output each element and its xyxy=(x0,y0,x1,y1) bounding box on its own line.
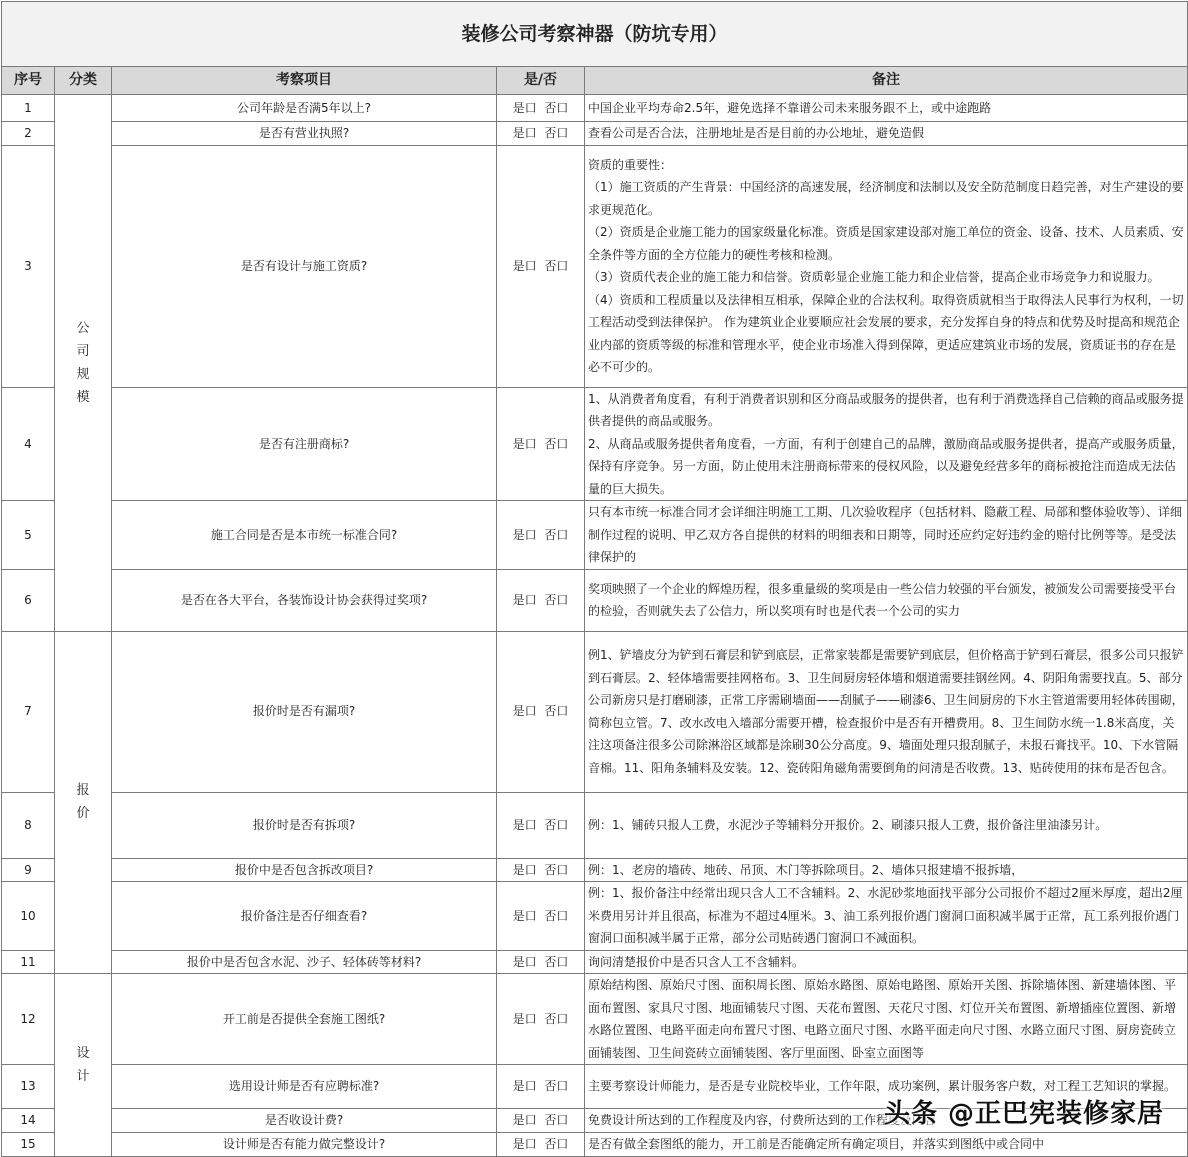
note-line: 主要考察设计师能力，是否是专业院校毕业，工作年限，成功案例，累计服务客户数，对工程工艺知识的掌握。 xyxy=(588,1079,1177,1094)
row-index: 13 xyxy=(2,1065,55,1109)
no-checkbox[interactable]: 否口 xyxy=(544,1136,569,1151)
inspection-item: 是否有设计与施工资质? xyxy=(112,145,497,387)
yes-checkbox[interactable]: 是口 xyxy=(512,1136,537,1151)
row-index: 11 xyxy=(2,950,55,974)
note-cell xyxy=(585,145,1188,387)
note-line: 原始结构图、原始尺寸图、面积周长图、原始水路图、原始电路图、原始开关图、拆除墙体图、新建墙体图、平面布置图、家具尺寸图、地面铺装尺寸图、天花布置图、天花尺寸图、灯位开关布置图、新增插座位置图、新增水路位置图、电路平面走向布置尺寸图、电路立面尺寸图、水路平面走向尺寸图、水路立面尺寸图、厨房瓷砖立面铺装图、卫生间瓷砖立面铺装图、客厅里面图、卧室立面图等 xyxy=(588,978,1177,1060)
table-row xyxy=(2,1132,1188,1156)
yes-no-cell xyxy=(497,974,585,1065)
note-line: 是否有做全套图纸的能力，开工前是否能确定所有确定项目，并落实到图纸中或合同中 xyxy=(588,1136,1045,1151)
no-checkbox[interactable]: 否口 xyxy=(544,704,569,719)
note-line: 例：1、老房的墙砖、地砖、吊顶、木门等拆除项目。2、墙体只报建墙不报拆墙， xyxy=(588,862,1024,877)
note-cell xyxy=(585,974,1188,1065)
yes-checkbox[interactable]: 是口 xyxy=(512,704,537,719)
inspection-item: 施工合同是否是本市统一标准合同? xyxy=(112,501,497,570)
yes-checkbox[interactable]: 是口 xyxy=(512,126,537,140)
yes-checkbox[interactable]: 是口 xyxy=(512,817,537,832)
yes-no-cell xyxy=(497,950,585,974)
no-checkbox[interactable]: 否口 xyxy=(544,1113,569,1127)
no-checkbox[interactable]: 否口 xyxy=(544,862,569,877)
note-line: 例：1、铺砖只报人工费，水泥沙子等辅料分开报价。2、刷漆只报人工费，报价备注里油漆另计。 xyxy=(588,817,1108,832)
note-cell xyxy=(585,95,1188,122)
yes-no-cell xyxy=(497,1109,585,1133)
yes-checkbox[interactable]: 是口 xyxy=(512,1011,537,1026)
no-checkbox[interactable]: 否口 xyxy=(544,258,569,273)
yes-checkbox[interactable]: 是口 xyxy=(512,258,537,273)
category-char: 模 xyxy=(76,389,90,405)
yes-no-cell xyxy=(497,882,585,951)
no-checkbox[interactable]: 否口 xyxy=(544,100,569,115)
table-row xyxy=(2,631,1188,792)
table-row xyxy=(2,858,1188,882)
note-cell xyxy=(585,950,1188,974)
note-line: 例1、铲墙皮分为铲到石膏层和铲到底层，正常家装都是需要铲到底层，但价格高于铲到石膏层，很多公司只报铲到石膏层。2、轻体墙需要挂网格布。3、卫生间厨房轻体墙和烟道需要挂钢丝网。4、阴阳角需要找直。5、部分公司新房只是打磨刷漆，正常工序需刷墙面——刮腻子——刷漆6、卫生间厨房的下水主管道需要用轻体砖围砌，简称包立管。7、改水改电入墙部分需要开槽，检查报价中是否有开槽费用。8、卫生间防水统一1.8米高度，关注这项备注很多公司除淋浴区域都是涂刷30公分高度。9、墙面处理只报刮腻子，未报石膏找平。10、下水管隔音棉。11、阳角条辅料及安装。12、瓷砖阳角磁角需要倒角的问清是否收费。13、贴砖使用的抹布是否包含。 xyxy=(588,648,1184,775)
no-checkbox[interactable]: 否口 xyxy=(544,436,569,451)
title-row xyxy=(2,2,1188,67)
note-cell xyxy=(585,501,1188,570)
note-cell xyxy=(585,882,1188,951)
yes-checkbox[interactable]: 是口 xyxy=(512,954,537,969)
note-cell xyxy=(585,858,1188,882)
yes-no-cell xyxy=(497,122,585,146)
yes-checkbox[interactable]: 是口 xyxy=(512,436,537,451)
inspection-item: 是否在各大平台，各装饰设计协会获得过奖项? xyxy=(112,569,497,631)
category-char: 司 xyxy=(76,343,90,359)
yes-no-cell xyxy=(497,631,585,792)
no-checkbox[interactable]: 否口 xyxy=(544,592,569,607)
row-index: 4 xyxy=(2,387,55,501)
category-char: 规 xyxy=(76,366,90,382)
inspection-table xyxy=(1,1,1188,1157)
inspection-item: 报价中是否包含拆改项目? xyxy=(112,858,497,882)
no-checkbox[interactable]: 否口 xyxy=(544,126,569,140)
inspection-item: 选用设计师是否有应聘标准? xyxy=(112,1065,497,1109)
no-checkbox[interactable]: 否口 xyxy=(544,954,569,969)
inspection-item: 开工前是否提供全套施工图纸? xyxy=(112,974,497,1065)
note-line: 免费设计所达到的工作程度及内容，付费所达到的工作程度及内容 xyxy=(588,1113,937,1127)
row-index: 5 xyxy=(2,501,55,570)
row-index: 3 xyxy=(2,145,55,387)
header-item: 考察项目 xyxy=(112,67,497,95)
note-line: 中国企业平均寿命2.5年，避免选择不靠谱公司未来服务跟不上，或中途跑路 xyxy=(588,100,992,115)
header-index: 序号 xyxy=(2,67,55,95)
row-index: 8 xyxy=(2,792,55,858)
table-row xyxy=(2,950,1188,974)
inspection-item: 是否有注册商标? xyxy=(112,387,497,501)
yes-no-cell xyxy=(497,792,585,858)
row-index: 7 xyxy=(2,631,55,792)
yes-no-cell xyxy=(497,95,585,122)
row-index: 2 xyxy=(2,122,55,146)
note-line: 只有本市统一标准合同才会详细注明施工工期、几次验收程序（包括材料、隐蔽工程、局部和整体验收等）、详细制作过程的说明、甲乙双方各自提供的材料的明细表和日期等，同时还应约定好违约金的赔付比例等等。是受法律保护的 xyxy=(588,505,1183,564)
note-line: （3）资质代表企业的施工能力和信誉。资质彰显企业施工能力和企业信誉，提高企业市场竞争力和说服力。 xyxy=(588,270,1160,284)
no-checkbox[interactable]: 否口 xyxy=(544,1079,569,1094)
row-index: 15 xyxy=(2,1132,55,1156)
row-index: 9 xyxy=(2,858,55,882)
note-line: 1、从消费者角度看，有利于消费者识别和区分商品或服务的提供者，也有利于消费选择自己信赖的商品或服务提供者提供的商品或服务。 xyxy=(588,391,1184,428)
table-row xyxy=(2,882,1188,951)
category-char: 报 xyxy=(76,783,90,799)
inspection-item: 是否有营业执照? xyxy=(112,122,497,146)
no-checkbox[interactable]: 否口 xyxy=(544,908,569,923)
yes-checkbox[interactable]: 是口 xyxy=(512,1113,537,1127)
table-row xyxy=(2,501,1188,570)
yes-no-cell xyxy=(497,501,585,570)
header-row xyxy=(2,67,1188,95)
header-note: 备注 xyxy=(585,67,1188,95)
row-index: 6 xyxy=(2,569,55,631)
inspection-item: 报价中是否包含水泥、沙子、轻体砖等材料? xyxy=(112,950,497,974)
yes-no-cell xyxy=(497,387,585,501)
note-line: 询问清楚报价中是否只含人工不含辅料。 xyxy=(588,954,805,969)
header-category: 分类 xyxy=(55,67,112,95)
row-index: 12 xyxy=(2,974,55,1065)
yes-checkbox[interactable]: 是口 xyxy=(512,862,537,877)
no-checkbox[interactable]: 否口 xyxy=(544,527,569,542)
note-cell xyxy=(585,792,1188,858)
category-cell xyxy=(55,974,112,1157)
category-cell xyxy=(55,95,112,632)
note-line: 资质的重要性： xyxy=(588,157,673,172)
note-line: （4）资质和工程质量以及法律相互相承，保障企业的合法权利。取得资质就相当于取得法人民事行为权利，一切工程活动受到法律保护。 作为建筑业企业要顺应社会发展的要求，充分发挥自身的特点和优势及时提高和规范企业内部的资质等级的标准和管理水平，使企业市场准入得到保障，更适应建筑业市场的发展，资质证书的存在是必不可少的。 xyxy=(588,292,1184,374)
row-index: 10 xyxy=(2,882,55,951)
no-checkbox[interactable]: 否口 xyxy=(544,1011,569,1026)
inspection-item: 是否收设计费? xyxy=(112,1109,497,1133)
inspection-item: 报价时是否有拆项? xyxy=(112,792,497,858)
table-row xyxy=(2,122,1188,146)
watermark: 头条 @正巴宪装修家居 xyxy=(883,1099,1164,1129)
row-index: 14 xyxy=(2,1109,55,1133)
yes-checkbox[interactable]: 是口 xyxy=(512,592,537,607)
yes-no-cell xyxy=(497,145,585,387)
table-row xyxy=(2,95,1188,122)
note-cell xyxy=(585,569,1188,631)
yes-checkbox[interactable]: 是口 xyxy=(512,1079,537,1094)
category-char: 价 xyxy=(76,806,90,822)
inspection-item: 设计师是否有能力做完整设计? xyxy=(112,1132,497,1156)
sheet-title: 装修公司考察神器（防坑专用） xyxy=(2,2,1188,67)
note-cell xyxy=(585,122,1188,146)
note-line: 2、从商品或服务提供者角度看，一方面，有利于创建自己的品牌，激励商品或服务提供者，提高产或服务质量，保持有序竞争。另一方面，防止使用未注册商标带来的侵权风险，以及避免经营多年的商标被抢注而造成无法估量的巨大损失。 xyxy=(588,436,1184,496)
note-cell xyxy=(585,1132,1188,1156)
yes-no-cell xyxy=(497,1065,585,1109)
yes-no-cell xyxy=(497,569,585,631)
category-cell xyxy=(55,631,112,974)
yes-no-cell xyxy=(497,1132,585,1156)
category-char: 公 xyxy=(76,320,90,336)
table-row xyxy=(2,387,1188,501)
note-cell xyxy=(585,387,1188,501)
category-char: 设 xyxy=(76,1045,90,1061)
yes-checkbox[interactable]: 是口 xyxy=(512,527,537,542)
inspection-item: 公司年龄是否满5年以上? xyxy=(112,95,497,122)
yes-checkbox[interactable]: 是口 xyxy=(512,100,537,115)
note-line: 查看公司是否合法，注册地址是否是目前的办公地址，避免造假 xyxy=(588,126,925,140)
table-row xyxy=(2,145,1188,387)
header-yesno: 是/否 xyxy=(497,67,585,95)
inspection-item: 报价时是否有漏项? xyxy=(112,631,497,792)
row-index: 1 xyxy=(2,95,55,122)
note-line: （2）资质是企业施工能力的国家级量化标准。资质是国家建设部对施工单位的资金、设备、技术、人员素质、安全条件等方面的全方位能力的硬性考核和检测。 xyxy=(588,225,1184,262)
category-char: 计 xyxy=(76,1068,90,1084)
note-line: 例：1、报价备注中经常出现只含人工不含辅料。2、水泥砂浆地面找平部分公司报价不超过2厘米厚度，超出2厘米费用另计并且很高，标准为不超过4厘米。3、油工系列报价遇门窗洞口面积减半属于正常，瓦工系列报价遇门窗洞口面积减半属于正常，部分公司贴砖遇门窗洞口不减面积。 xyxy=(588,886,1183,945)
note-line: 奖项映照了一个企业的辉煌历程，很多重量级的奖项是由一些公信力较强的平台颁发，被颁发公司需要接受平台的检验，否则就失去了公信力，所以奖项有时也是代表一个公司的实力 xyxy=(588,581,1177,618)
yes-no-cell xyxy=(497,858,585,882)
yes-checkbox[interactable]: 是口 xyxy=(512,908,537,923)
table-row xyxy=(2,792,1188,858)
table-row xyxy=(2,974,1188,1065)
note-line: （1）施工资质的产生背景：中国经济的高速发展，经济制度和法制以及安全防范制度日趋完善，对生产建设的要求更规范化。 xyxy=(588,180,1184,217)
note-cell xyxy=(585,631,1188,792)
table-row xyxy=(2,569,1188,631)
inspection-item: 报价备注是否仔细查看? xyxy=(112,882,497,951)
no-checkbox[interactable]: 否口 xyxy=(544,817,569,832)
